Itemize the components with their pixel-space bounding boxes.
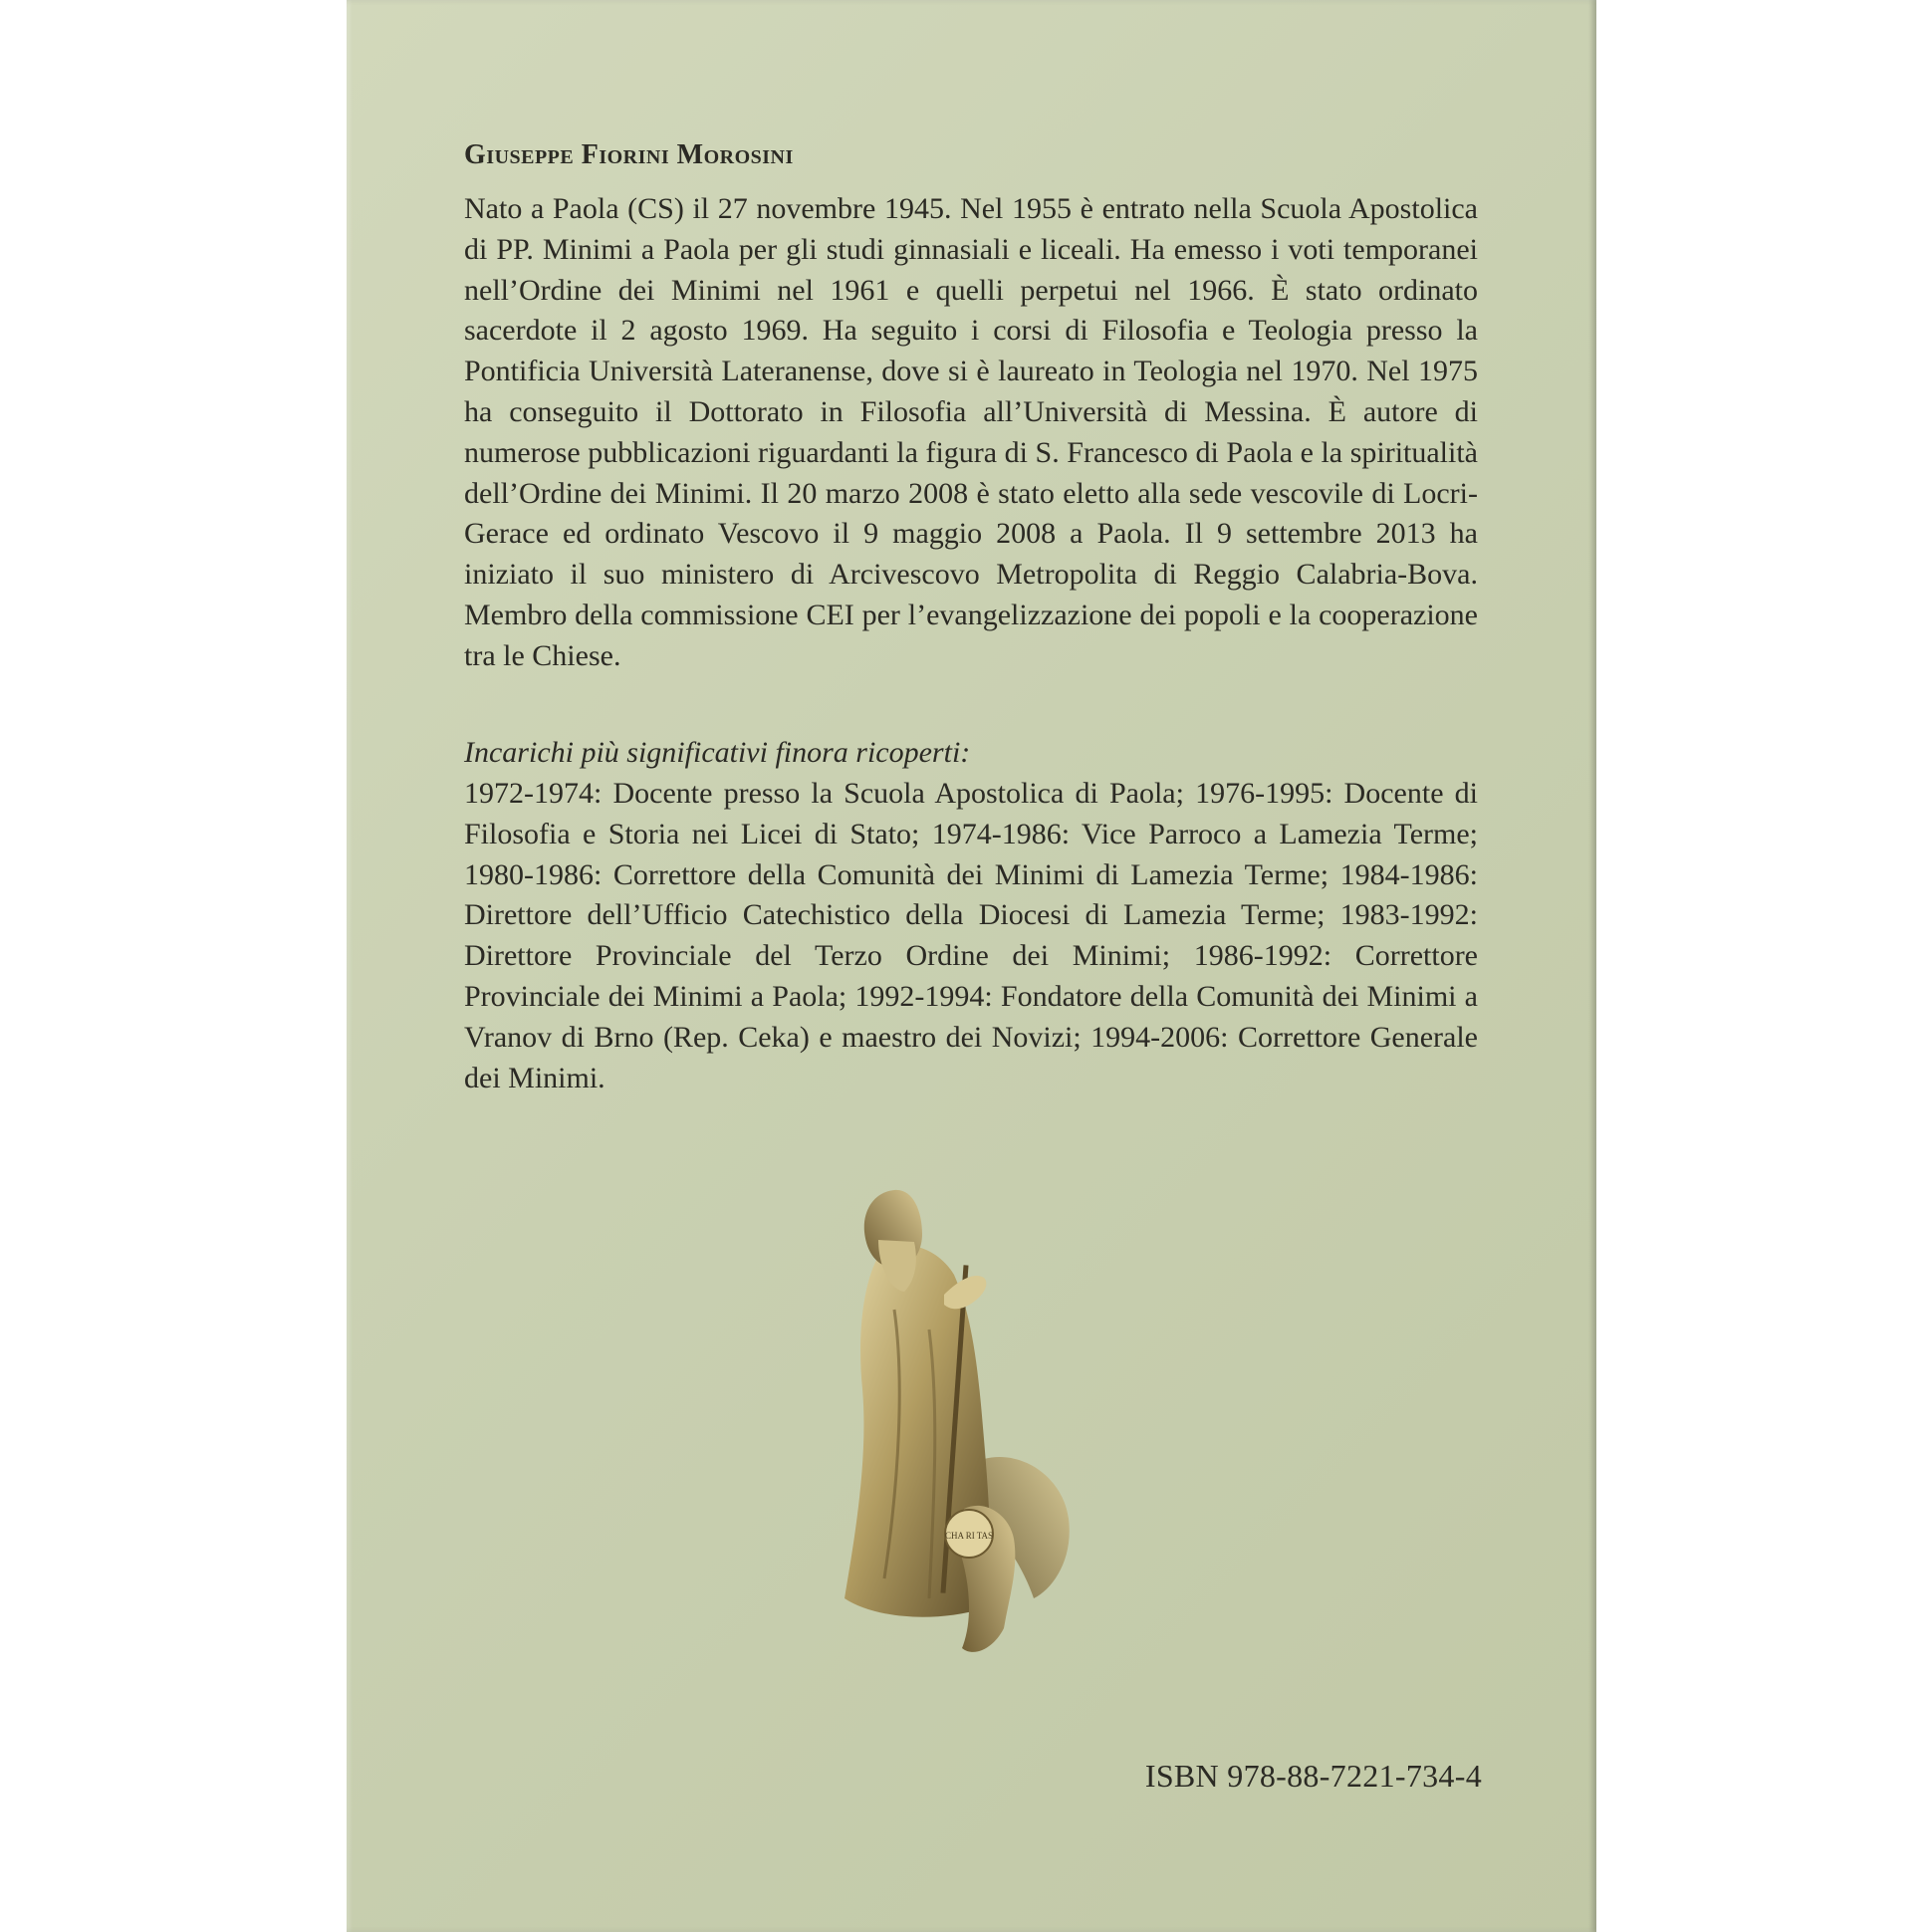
isbn: ISBN 978-88-7221-734-4 — [1144, 1758, 1482, 1794]
roles-heading: Incarichi più significativi finora ricoperti: — [464, 736, 971, 769]
medallion-text: CHA RI TAS — [944, 1531, 994, 1541]
author-biography: Nato a Paola (CS) il 27 novembre 1945. Nel 1955 è entrato nella Scuola Apostolica di PP. Minimi a Paola per gli studi ginnasiali e liceali. Ha emesso i voti temporanei nell’Ordine dei Minimi nel 1961 e quelli perpetui nel 1966. È stato ordinato sacerdote il 2 agosto 1969. Ha seguito i corsi di Filosofia e Teologia presso la Pontificia Università Lateranense, dove si è laureato in Teologia nel 1970. Nel 1975 ha conseguito il Dottorato in Filosofia all’Università di Messina. È autore di numerose pubblicazioni riguardanti la figura di S. Francesco di Paola e la spiritualità dell’Ordine dei Minimi. Il 20 marzo 2008 è stato eletto alla sede vescovile di Locri-Gerace ed ordinato Vescovo il 9 maggio 2008 a Paola. Il 9 settembre 2013 ha iniziato il suo ministero di Arcivescovo Metropolita di Reggio Calabria-Bova. Membro della commissione CEI per l’evangelizzazione dei popoli e la cooperazione tra le Chiese. — [464, 192, 1478, 672]
author-name: Giuseppe Fiorini Morosini — [464, 139, 794, 170]
cover-edge-shadow — [1588, 0, 1596, 1932]
saint-statue-image — [835, 1180, 1098, 1668]
book-back-cover — [347, 0, 1596, 1932]
roles-list: 1972-1974: Docente presso la Scuola Apostolica di Paola; 1976-1995: Docente di Filosofia e Storia nei Licei di Stato; 1974-1986: Vice Parroco a Lamezia Terme; 1980-1986: Correttore della Comunità dei Minimi di Lamezia Terme; 1984-1986: Direttore dell’Ufficio Catechistico della Diocesi di Lamezia Terme; 1983-1992: Direttore Provinciale del Terzo Ordine dei Minimi; 1986-1992: Correttore Provinciale dei Minimi a Paola; 1992-1994: Fondatore della Comunità dei Minimi a Vranov di Brno (Rep. Ceka) e maestro dei Novizi; 1994-2006: Correttore Generale dei Minimi. — [464, 777, 1478, 1094]
